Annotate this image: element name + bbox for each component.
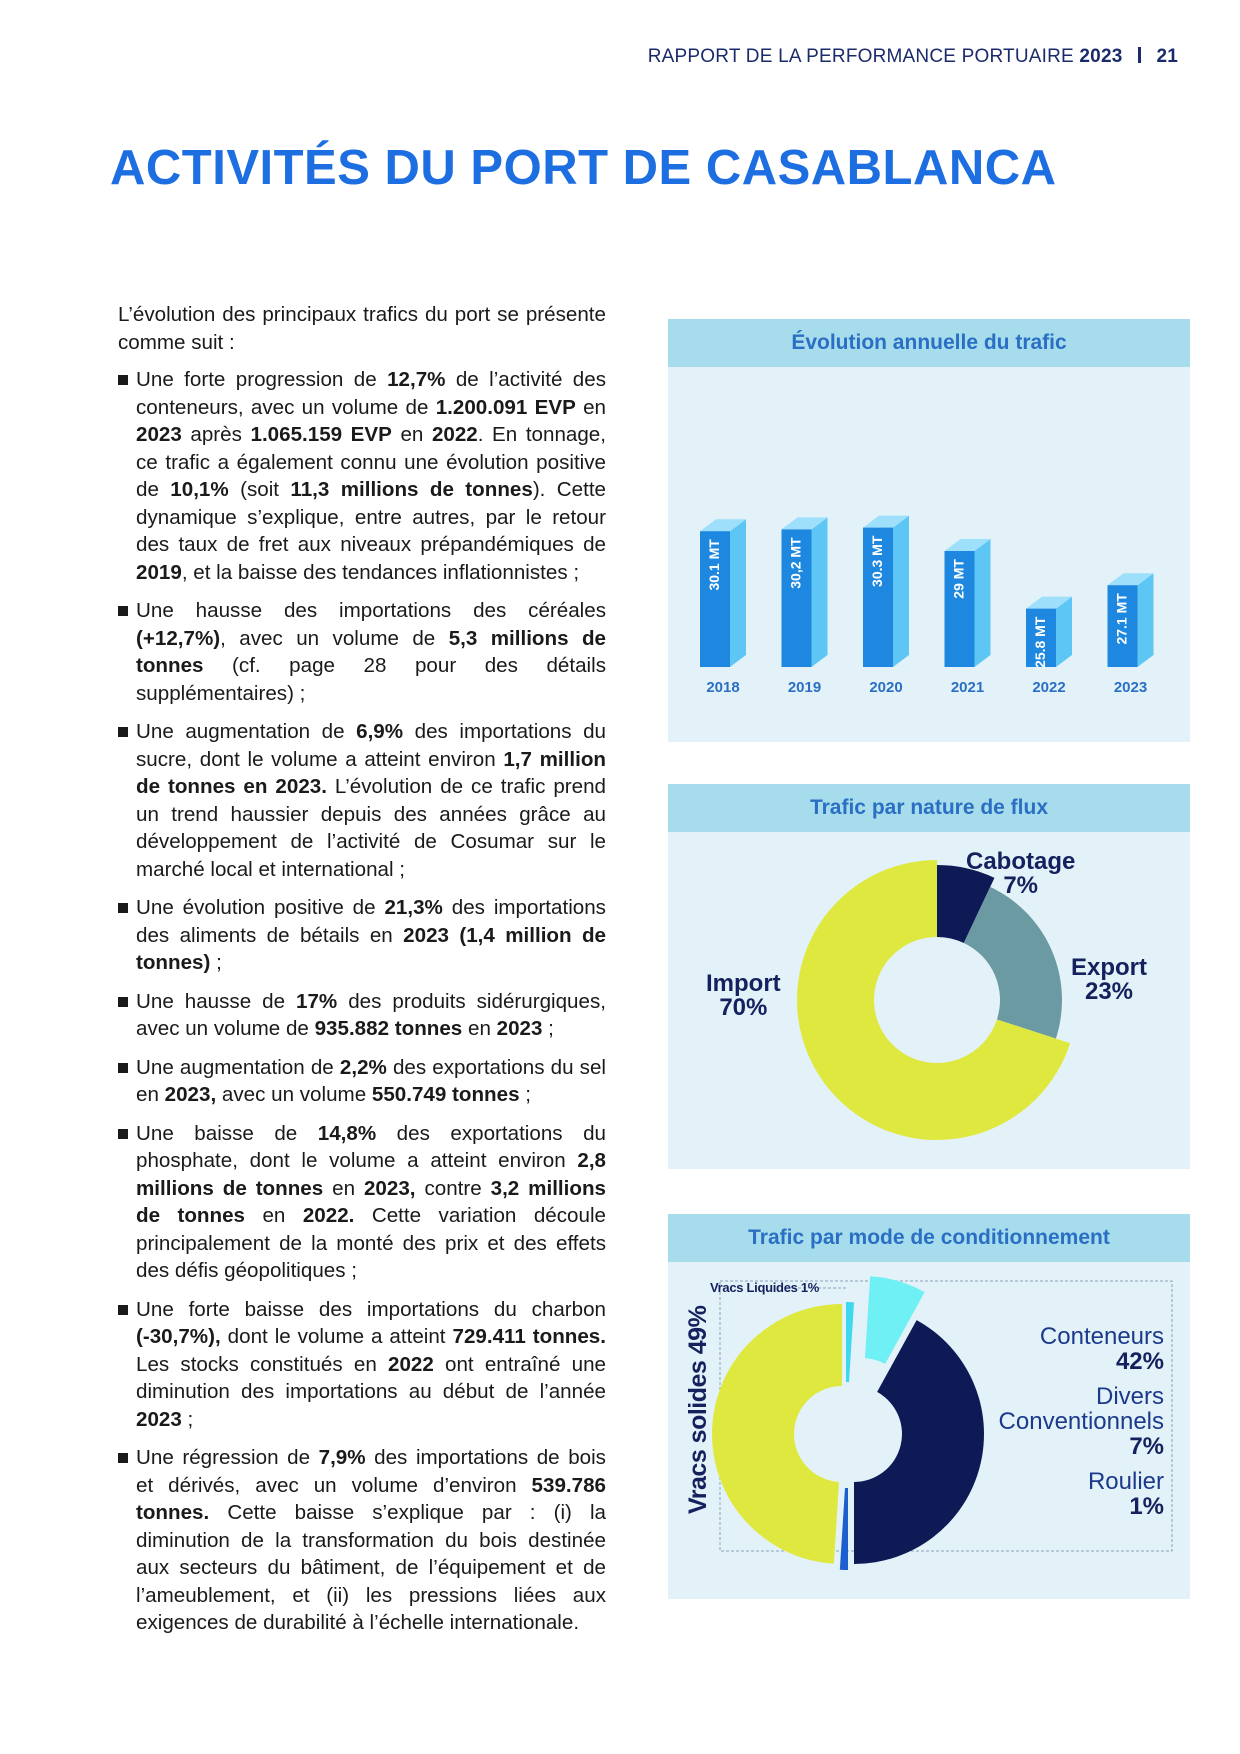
text-run: ont entraîné une diminution des importations au début de l’année — [136, 1352, 606, 1403]
bar-side — [975, 539, 991, 667]
bold-text: 2022 — [431, 423, 478, 446]
text-run: de l’activité des conteneurs, avec un volume de — [136, 368, 606, 419]
legend-label: Cabotage — [966, 848, 1076, 875]
bullet-item — [118, 1296, 606, 1434]
bar-chart — [668, 367, 1190, 742]
bar-value-label: 27.1 MT — [1113, 593, 1130, 645]
text-run: des exportations du sel en — [136, 1055, 606, 1106]
text-run: des importations de bois et dérivés, avec un volume d’environ — [136, 1446, 606, 1497]
bar — [700, 519, 746, 667]
text-run: , avec un volume de — [220, 626, 449, 650]
text-run: Cette baisse s’explique par : (i) la diminution de la transformation du bois destinée aux secteurs du bâtiment, de l’équipement et de l’ameublement, et (ii) les pressions liées aux exigences de durabilité à l’échelle internationale. — [136, 1501, 606, 1634]
x-tick-label: 2021 — [950, 679, 985, 696]
page-title: ACTIVITÉS DU PORT DE CASABLANCA — [110, 141, 1057, 195]
bold-text: 7,9% — [318, 1446, 366, 1469]
text-run: Une hausse de — [136, 989, 297, 1013]
legend-label: Conteneurs — [1039, 1323, 1164, 1350]
bold-text: 2023 — [136, 423, 182, 446]
legend-value: 1% — [800, 1280, 820, 1295]
text-run: des exportations du phosphate, dont le volume a atteint environ — [136, 1121, 606, 1172]
bar-value-label: 29 MT — [950, 559, 967, 599]
text-run: Une forte baisse des importations du charbon — [136, 1297, 606, 1321]
bold-text: 21,3% — [384, 896, 443, 919]
bold-text: 1.065.159 EVP — [250, 423, 392, 446]
legend-roulier — [1088, 1469, 1164, 1519]
legend-value: 7% — [1003, 872, 1039, 899]
text-run: ; — [542, 1017, 554, 1040]
text-run: contre — [415, 1176, 491, 1200]
text-run: Une forte progression de — [136, 368, 388, 391]
text-run: ; — [519, 1083, 531, 1106]
bullet-list — [118, 366, 606, 1637]
text-run: , et la baisse des tendances inflationnistes ; — [181, 560, 580, 584]
bullet-square-icon — [118, 903, 128, 913]
legend-value: 42% — [1115, 1348, 1164, 1375]
text-run: . En tonnage, ce trafic a également connu une évolution positive de — [136, 423, 606, 501]
chart-title: Trafic par mode de conditionnement — [668, 1214, 1190, 1262]
text-run: Cette variation découle principalement de la monté des prix et des effets des défis géopolitiques ; — [136, 1204, 606, 1282]
bar — [863, 516, 909, 667]
text-run: ; — [181, 1407, 194, 1431]
chart-title: Évolution annuelle du trafic — [668, 319, 1190, 367]
bold-text: 935.882 tonnes — [314, 1017, 463, 1040]
bar-side — [1056, 597, 1072, 667]
legend-label: Import — [706, 970, 781, 997]
bar — [945, 539, 991, 667]
bold-text: 10,1% — [170, 478, 229, 501]
pie-slice — [712, 1304, 842, 1564]
bold-text: 2022. — [302, 1204, 355, 1227]
text-run: (soit — [228, 478, 291, 501]
text-run: en — [391, 423, 432, 446]
chart-panel-annual-traffic — [668, 319, 1190, 742]
bar-side — [1138, 573, 1154, 667]
legend-cabotage — [966, 850, 1075, 898]
legend-divers-conventionnels — [964, 1384, 1164, 1459]
text-run: ). Cette dynamique s’explique, entre autres, par le retour des taux de fret aux niveaux prépandémiques de — [136, 478, 606, 556]
bold-text: 11,3 millions de tonnes — [290, 478, 533, 501]
bar-side — [812, 517, 828, 667]
chart-title: Trafic par nature de flux — [668, 784, 1190, 832]
bold-text: 550.749 tonnes — [371, 1083, 520, 1106]
pie-slice — [840, 1488, 848, 1570]
bold-text: 2022 — [388, 1352, 434, 1376]
text-run: des produits sidérurgiques, avec un volume de — [136, 989, 606, 1040]
bullet-item — [118, 1120, 606, 1285]
legend-import — [706, 972, 781, 1020]
legend-value: 7% — [1129, 1433, 1164, 1460]
legend-vracs-solides — [684, 1306, 713, 1514]
legend-value: 49% — [684, 1305, 712, 1355]
pie-slice — [846, 1302, 854, 1382]
bold-text: 1.200.091 EVP — [435, 395, 576, 419]
bold-text: (-30,7%), — [136, 1325, 221, 1348]
page-number: 21 — [1156, 46, 1178, 67]
chart-panel-conditioning — [668, 1214, 1190, 1599]
bullet-item — [118, 988, 606, 1043]
text-run: ; — [210, 951, 222, 974]
x-tick-label: 2020 — [869, 679, 903, 696]
bold-text: 6,9% — [356, 720, 404, 743]
bold-text: 12,7% — [387, 368, 446, 391]
text-run: Les stocks constitués en — [136, 1352, 388, 1376]
bullet-item — [118, 366, 606, 586]
text-run: des importations du sucre, dont le volume a atteint environ — [136, 720, 606, 771]
bullet-item — [118, 1054, 606, 1109]
bold-text: (+12,7%) — [136, 626, 221, 650]
legend-export — [1071, 956, 1147, 1004]
bar-side — [893, 516, 909, 667]
bar-side — [730, 519, 746, 667]
legend-vracs-liquides — [710, 1280, 819, 1295]
text-run: Une baisse de — [136, 1121, 318, 1145]
bold-text: 14,8% — [317, 1121, 377, 1145]
legend-label: Vracs Liquides — [710, 1280, 798, 1295]
bar — [1108, 573, 1154, 667]
bold-text: 729.411 tonnes. — [452, 1325, 606, 1348]
body-text — [118, 301, 606, 1648]
bold-text: 1,7 million de tonnes en 2023. — [136, 747, 606, 798]
x-tick-label: 2022 — [1032, 679, 1066, 696]
bullet-item — [118, 1444, 606, 1637]
legend-label: Vracs solides — [684, 1360, 712, 1514]
text-run: Une régression de — [136, 1446, 319, 1469]
running-header — [648, 46, 1178, 68]
bar — [1026, 597, 1072, 668]
bold-text: 2019 — [136, 560, 182, 584]
x-tick-label: 2018 — [706, 679, 740, 696]
text-run: (cf. page 28 pour des détails supplémentaires) ; — [136, 654, 606, 705]
bold-text: 2023 — [136, 1407, 182, 1431]
report-title: RAPPORT DE LA PERFORMANCE PORTUAIRE — [647, 46, 1074, 67]
text-run: après — [181, 423, 251, 446]
text-run: avec un volume — [216, 1083, 372, 1106]
legend-value: 1% — [1129, 1493, 1164, 1520]
x-tick-label: 2019 — [787, 679, 822, 696]
legend-conteneurs — [1040, 1324, 1164, 1374]
bold-text: 2,2% — [339, 1055, 387, 1079]
bold-text: 2023, — [363, 1176, 416, 1200]
bar-value-label: 30,2 MT — [787, 537, 804, 589]
bullet-square-icon — [118, 1453, 128, 1463]
legend-value: 23% — [1084, 978, 1134, 1005]
bullet-item — [118, 718, 606, 883]
bold-text: 2023 — [496, 1017, 543, 1040]
intro-paragraph: L’évolution des principaux trafics du port se présente comme suit : — [118, 303, 606, 354]
bullet-square-icon — [118, 727, 128, 737]
bullet-item — [118, 597, 606, 707]
text-run: Une augmentation de — [136, 1055, 340, 1079]
legend-label: Roulier — [1087, 1468, 1164, 1495]
header-separator — [1138, 47, 1141, 63]
bar — [782, 517, 828, 667]
text-run: en — [245, 1204, 303, 1227]
text-run: en — [575, 395, 606, 419]
bar-value-label: 30.3 MT — [869, 535, 885, 587]
text-run: dont le volume a atteint — [220, 1325, 453, 1348]
text-run: L’évolution de ce trafic prend un trend haussier depuis des années grâce au développement de l’activité de Cosumar sur le marché local et international ; — [136, 775, 607, 881]
bold-text: 2023, — [164, 1083, 217, 1106]
text-run: des importations des aliments de bétails en — [136, 896, 606, 947]
chart-panel-flux — [668, 784, 1190, 1169]
text-run: en — [323, 1176, 364, 1200]
text-run: en — [462, 1017, 497, 1040]
bullet-item — [118, 894, 606, 977]
x-tick-label: 2023 — [1113, 679, 1148, 696]
bold-text: 2023 (1,4 million de tonnes) — [136, 923, 606, 974]
bullet-square-icon — [118, 606, 128, 616]
text-run: Une augmentation de — [136, 720, 357, 743]
bar-value-label: 25.8 MT — [1032, 616, 1048, 668]
bullet-square-icon — [118, 1063, 128, 1073]
bullet-square-icon — [118, 997, 128, 1007]
bullet-square-icon — [118, 1129, 128, 1139]
text-run: Une hausse des importations des céréales — [136, 599, 606, 622]
legend-value: 70% — [719, 994, 768, 1021]
report-year: 2023 — [1079, 46, 1123, 67]
bar-value-label: 30.1 MT — [706, 539, 722, 591]
bold-text: 539.786 tonnes. — [136, 1473, 606, 1524]
text-run: Une évolution positive de — [136, 896, 385, 919]
bold-text: 17% — [296, 989, 338, 1013]
bold-text: 2,8 millions de tonnes — [136, 1149, 606, 1200]
bold-text: 3,2 millions de tonnes — [136, 1176, 606, 1227]
bullet-square-icon — [118, 1305, 128, 1315]
legend-label: Export — [1071, 954, 1148, 981]
legend-label: Divers Conventionnels — [998, 1383, 1164, 1435]
bold-text: 5,3 millions de tonnes — [136, 626, 607, 677]
bullet-square-icon — [118, 375, 128, 385]
